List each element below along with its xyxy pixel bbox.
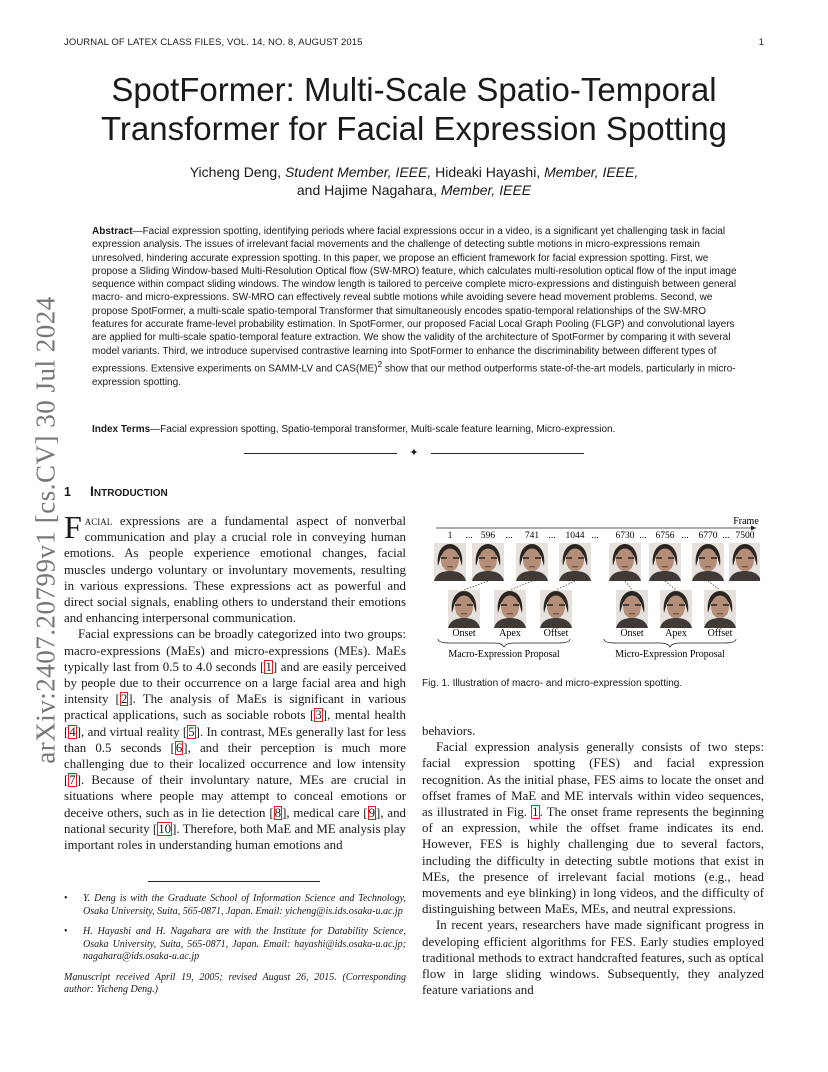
footnote-text: H. Hayashi and H. Nagahara are with the Institute for Datability Science, Osaka University, Suita, 565-0871, Japan. Email: hayashi@ids.osaka-u.ac.jp; nagahara@ids.osaka-u.ac.jp	[83, 926, 406, 962]
frame-number: 1044	[565, 531, 585, 541]
text-run: , and virtual reality	[81, 724, 183, 739]
connector-line	[665, 581, 676, 590]
phase-label: Apex	[499, 628, 521, 639]
connector-line	[464, 581, 488, 590]
figure-1	[430, 515, 760, 660]
text-run: , mental health	[327, 708, 407, 723]
citation-link[interactable]: 8	[274, 805, 282, 820]
left-column	[64, 509, 407, 853]
face-thumbnail	[494, 590, 526, 628]
bullet-icon: •	[64, 926, 68, 937]
phase-label: Onset	[452, 628, 476, 639]
index-terms-text: —Facial expression spotting, Spatio-temporal transformer, Multi-scale feature learning, Micro-expression.	[150, 424, 616, 435]
face-thumbnail	[729, 543, 760, 581]
intro-paragraph-1-text: expressions are a fundamental aspect of nonverbal communication and play a crucial role in conveying human emotions. As people experience emotional changes, facial muscles undergo voluntary or involuntary movements, resulting in various expressions. These expressions act as powerful and direct social signals, enabling others to understand their emotions and enhancing interpersonal communication.	[64, 514, 406, 626]
text-run: . The analysis of MaEs is significant in various practical applications, such as sociable robots	[64, 692, 407, 723]
figure-reference-link[interactable]: 1	[532, 805, 539, 820]
abstract-text: —Facial expression spotting, identifying periods where facial expressions occur in a video, is a significant yet challenging task in facial expression analysis. The issues of irrelevant facial movements and the challenge of detecting subtle motions in micro-expressions remain unresolved, hindering accurate expression spotting. In this paper, we propose an efficient framework for facial expression spotting. First, we propose a Sliding Window-based Multi-Resolution Optical flow (SW-MRO) feature, which calculates multi-resolution optical flow of the input image sequence within compact sliding windows. The window length is tailored to perceive complete micro-expressions and distinguish between general macro- and micro-expressions. SW-MRO can effectively reveal subtle motions while avoiding severe head movement problems. Second, we propose SpotFormer, a multi-scale spatio-temporal Transformer that simultaneously encodes spatio-temporal relationships of the SW-MRO features for accurate frame-level probability estimation. In SpotFormer, our proposed Facial Local Graph Pooling (FLGP) and convolutional layers are applied for multi-scale spatio-temporal feature extraction. We show the validity of the architecture of SpotFormer by comparing it with several model variants. Third, we introduce supervised contrastive learning into SpotFormer to enhance the discriminability between different types of expressions. Extensive experiments on SAMM-LV and CAS(ME)	[92, 226, 737, 375]
face-thumbnail	[516, 543, 548, 581]
face-thumbnail	[660, 590, 692, 628]
face-thumbnail	[649, 543, 681, 581]
phase-labels	[452, 628, 732, 639]
text-run: and are easily perceived by people due to their occurrence on a large facial area and high intensity	[64, 659, 407, 707]
footnote-text: Y. Deng is with the Graduate School of Information Science and Technology, Osaka University, Suita, 565-0871, Japan. Email: yicheng@is.ids.osaka-u.ac.jp	[83, 893, 406, 917]
connector-line	[708, 581, 720, 590]
drop-cap-continuation: acial	[84, 514, 113, 528]
citation-link[interactable]: 3	[315, 708, 322, 723]
citation-link[interactable]: 10	[158, 821, 172, 836]
text-run: . In contrast, MEs generally last for less than 0.5 seconds	[64, 724, 406, 755]
frame-number: 596	[480, 531, 496, 541]
abstract	[92, 225, 737, 389]
ellipsis-mark: ...	[722, 531, 730, 541]
author-2-name: Hideaki Hayashi,	[435, 164, 541, 180]
phase-label: Onset	[620, 628, 644, 639]
text-run: , medical care	[286, 805, 364, 820]
footnote-affiliation-1	[64, 893, 406, 918]
face-thumbnail	[559, 543, 591, 581]
diamond-icon: ✦	[409, 447, 419, 459]
author-2-role: Member, IEEE,	[544, 164, 639, 180]
connector-line	[625, 581, 632, 590]
footnotes	[64, 893, 406, 997]
index-terms	[92, 423, 737, 436]
face-thumbnail	[692, 543, 724, 581]
text-run: Facial expressions can be broadly categorized into two groups: macro-expressions (MaEs) and micro-expressions (MEs). MaEs typically last from 0.5 to 4.0 seconds	[64, 627, 406, 674]
macro-brace	[438, 639, 570, 647]
abstract-superscript: 2	[377, 358, 383, 369]
citation-link[interactable]: 4	[69, 724, 76, 739]
text-run: . The onset frame represents the beginning of an expression, while the offset frame indicates its end. However, FES is highly challenging due to several factors, including the difficulty in detecting subtle motions that exist in MEs, the presence of irrelevant facial motions (e.g., head movements and eye blinking) in long videos, and the difficulty of distinguishing between MaEs, MEs, and neutral expressions.	[422, 805, 765, 917]
micro-brace	[604, 639, 736, 647]
abstract-label: Abstract	[92, 226, 133, 237]
face-thumbnail	[704, 590, 736, 628]
journal-name: JOURNAL OF LATEX CLASS FILES, VOL. 14, NO. 8, AUGUST 2015	[64, 37, 363, 48]
bullet-icon: •	[64, 893, 68, 904]
ellipsis-mark: ...	[591, 531, 599, 541]
arxiv-identifier	[28, 295, 64, 765]
citation-link[interactable]: 6	[175, 740, 183, 755]
section-divider	[244, 447, 584, 459]
manuscript-note: Manuscript received April 19, 2005; revised August 26, 2015. (Corresponding author: Yicheng Deng.)	[64, 971, 406, 995]
intro-paragraph-1	[64, 509, 406, 626]
frame-axis-label: Frame	[733, 516, 759, 527]
face-thumbnail	[540, 590, 572, 628]
author-3-role: Member, IEEE	[440, 182, 532, 198]
frame-number: 6730	[615, 531, 635, 541]
face-thumbnail	[472, 543, 504, 581]
section-title: Introduction	[90, 483, 168, 499]
text-run: , and their perception is much more challenging due to their localized occurrence and low intensity	[64, 740, 407, 772]
author-1-name: Yicheng Deng,	[189, 164, 282, 180]
ellipsis-mark: ...	[465, 531, 473, 541]
figure-caption: Fig. 1. Illustration of macro- and micro-expression spotting.	[422, 678, 683, 689]
frame-number: 1	[447, 531, 453, 541]
citation-link[interactable]: 2	[120, 692, 128, 707]
citation-link[interactable]: 7	[69, 773, 76, 788]
author-3-name: and Hajime Nagahara,	[296, 182, 437, 198]
text-run: . Because of their involuntary nature, MEs are crucial in situations where people may attempt to conceal emotions or deceive others, such as in lie detection	[64, 773, 406, 820]
frame-number: 6770	[698, 531, 718, 541]
recent-years-paragraph: In recent years, researchers have made significant progress in developing efficient algorithms for FES. Early studies employed traditional methods to extract handcrafted features, such as optical flow in large sliding windows. Subsequently, they analyzed feature variations and	[422, 918, 764, 998]
index-terms-label: Index Terms	[92, 424, 151, 435]
connector-line	[556, 581, 575, 590]
connector-lines	[464, 581, 720, 590]
phase-label: Apex	[665, 628, 687, 639]
face-thumbnail	[434, 543, 466, 581]
phase-label: Offset	[707, 628, 733, 639]
right-column	[422, 723, 764, 998]
bottom-face-row	[448, 590, 736, 628]
continued-paragraph: behaviors.	[422, 724, 476, 738]
ellipsis-mark: ...	[681, 531, 689, 541]
frame-number: 7500	[735, 531, 755, 541]
frame-number: 6756	[655, 531, 675, 541]
macro-proposal-label: Macro-Expression Proposal	[448, 649, 560, 660]
figure-illustration	[430, 515, 760, 660]
ellipsis-mark: ...	[548, 531, 556, 541]
divider-line-left	[244, 453, 397, 454]
intro-paragraph-2: Facial expressions can be broadly categorized into two groups: macro-expressions (MaEs) and micro-expressions (MEs). MaEs typically last from 0.5 to 4.0 seconds [1] and are easily perceived by people due to their occurrence on a large facial area and high intensity [2]. The analysis of MaEs is significant in various practical applications, such as sociable robots [3], mental health [4], and virtual reality [5]. In contrast, MEs generally last for less than 0.5 seconds [6], and their perception is much more challenging due to their localized occurrence and low intensity [7]. Because of their involuntary nature, MEs are crucial in situations where people may attempt to conceal emotions or deceive others, such as in lie detection [8], medical care [9], and national security [10]. Therefore, both MaE and ME analysis play important roles in understanding human emotions and	[64, 627, 407, 853]
citation-link[interactable]: 5	[188, 724, 195, 739]
connector-line	[510, 581, 532, 590]
footnote-rule	[148, 881, 320, 882]
phase-label: Offset	[543, 628, 569, 639]
author-1-role: Student Member, IEEE,	[284, 164, 432, 180]
fes-paragraph	[422, 739, 764, 917]
abstract-text-end: show that our method outperforms state-of-the-art models, particularly in micro-expression spotting.	[92, 363, 736, 388]
author-list	[80, 163, 748, 199]
ellipsis-mark: ...	[505, 531, 513, 541]
face-thumbnail	[616, 590, 648, 628]
divider-line-right	[431, 453, 584, 454]
text-run: . Therefore, both MaE and ME analysis play important roles in understanding human emotions and	[64, 821, 406, 853]
footnote-affiliation-2	[64, 926, 406, 964]
section-heading	[64, 483, 168, 499]
micro-proposal-label: Micro-Expression Proposal	[615, 649, 725, 660]
citation-link[interactable]: 9	[368, 805, 376, 820]
page-number: 1	[758, 37, 764, 48]
frame-numbers	[448, 531, 755, 541]
top-face-row	[434, 543, 760, 581]
citation-link[interactable]: 1	[265, 659, 272, 674]
drop-cap: F	[64, 509, 82, 545]
ellipsis-mark: ...	[639, 531, 647, 541]
paper-title: SpotFormer: Multi-Scale Spatio-Temporal Transformer for Facial Expression Spotting	[100, 71, 728, 147]
face-thumbnail	[609, 543, 641, 581]
running-head	[64, 37, 764, 48]
arxiv-identifier-text: arXiv:2407.20799v1 [cs.CV] 30 Jul 2024	[30, 296, 61, 764]
face-thumbnail	[448, 590, 480, 628]
frame-number: 741	[524, 531, 540, 541]
section-number: 1	[64, 485, 71, 499]
text-run: Facial expression analysis generally consists of two steps: facial expression spotting (FES) and facial expression recognition. As the initial phase, FES aims to locate the onset and offset frames of MaE and ME intervals within video sequences, as illustrated in Fig.	[422, 740, 764, 820]
text-run: , and national security	[64, 805, 406, 836]
